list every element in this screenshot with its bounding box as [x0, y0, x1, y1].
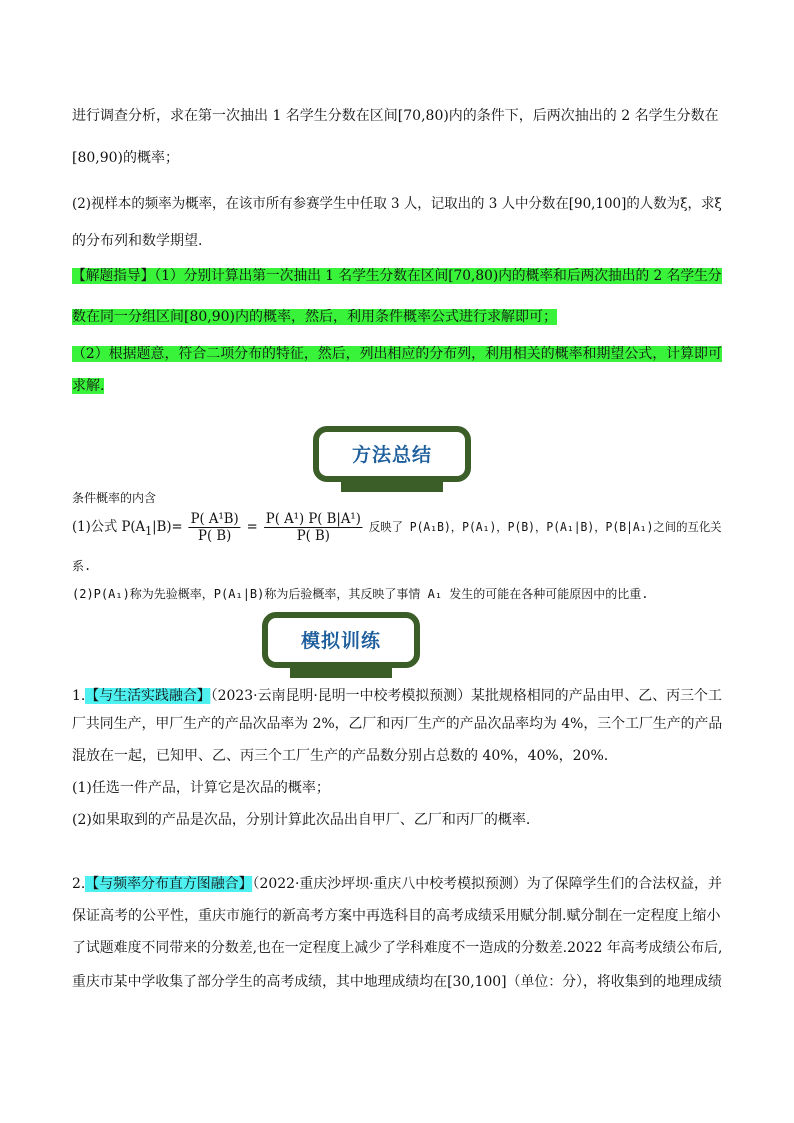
- problem-line-4: 的分布列和数学期望.: [72, 233, 203, 249]
- method-summary-banner: [313, 426, 471, 482]
- method-summary-title: 方法总结: [351, 444, 432, 466]
- guide-line-3: [72, 344, 722, 364]
- guide-text-4: 求解.: [72, 378, 105, 394]
- problem-line-1: 进行调查分析，求在第一次抽出 1 名学生分数在区间[70,80)内的条件下，后两次抽出的 2 名学生分数在: [72, 108, 719, 124]
- method-formula-line: [72, 510, 722, 548]
- fraction-2: [264, 511, 363, 544]
- guide-line-4: [72, 376, 104, 396]
- q2-line-2: 保证高考的公平性，重庆市施行的新高考方案中再选科目的高考成绩采用赋分制.赋分制在一定程度上缩小: [72, 908, 721, 924]
- method-line-2: (2)P(A₁)称为先验概率，P(A₁|B)称为后验概率，其反映了事情 A₁ 发生的可能在各种可能原因中的比重.: [72, 587, 649, 601]
- q1-tag: 【与生活实践融合】: [85, 688, 211, 704]
- q1-line-2: 厂共同生产，甲厂生产的产品次品率为 2%，乙厂和丙厂生产的产品次品率均为 4%，三个工厂生产的产品: [72, 716, 723, 732]
- fraction-1: [189, 511, 241, 544]
- guide-line-1: [72, 266, 722, 286]
- formula-sub: 1: [145, 523, 153, 538]
- fraction-2-denominator: P( B): [296, 527, 330, 544]
- q2-tag: 【与频率分布直方图融合】: [85, 876, 253, 892]
- q2-text-1: （2022·重庆沙坪坝·重庆八中校考模拟预测）为了保障学生们的合法权益，并: [252, 876, 722, 892]
- q1-number: 1.: [72, 688, 86, 704]
- formula-eq2: =: [246, 519, 258, 535]
- training-title: 模拟训练: [300, 630, 381, 652]
- q1-line-4: (1)任选一件产品，计算它是次品的概率；: [72, 780, 330, 796]
- fraction-1-numerator: P( A¹B): [190, 510, 239, 527]
- guide-text-1: 【解题指导】（1）分别计算出第一次抽出 1 名学生分数在区间[70,80)内的概率和后两次抽出的 2 名学生分: [72, 268, 722, 284]
- formula-mid: |B)=: [152, 519, 183, 535]
- guide-line-2: [72, 307, 557, 327]
- q2-line-1: [72, 874, 722, 894]
- q1-line-5: (2)如果取到的产品是次品，分别计算此次品出自甲厂、乙厂和丙厂的概率.: [72, 812, 531, 828]
- banner-tab-decoration: [341, 482, 443, 492]
- fraction-2-numerator: P( A¹) P( B|A¹): [265, 510, 361, 527]
- problem-line-3: (2)视样本的频率为概率，在该市所有参赛学生中任取 3 人，记取出的 3 人中分数在[90,100]的人数为ξ，求ξ: [72, 196, 722, 212]
- method-heading: 条件概率的内含: [72, 491, 157, 505]
- guide-text-2: 数在同一分组区间[80,90)内的概率，然后，利用条件概率公式进行求解即可；: [72, 309, 558, 325]
- fraction-1-denominator: P( B): [198, 527, 232, 544]
- q2-number: 2.: [72, 876, 86, 892]
- q1-line-1: [72, 686, 722, 706]
- formula-prefix: (1)公式 P(A: [72, 519, 146, 535]
- training-banner: [262, 612, 420, 668]
- formula-suffix: 反映了 P(A₁B)，P(A₁)，P(B)，P(A₁|B)，P(B|A₁)之间的互化关: [368, 520, 722, 534]
- q2-line-3: 了试题难度不同带来的分数差,也在一定程度上减少了学科难度不一造成的分数差.2022 年高考成绩公布后,: [72, 940, 723, 956]
- guide-text-3: （2）根据题意，符合二项分布的特征，然后，列出相应的分布列，利用相关的概率和期望公式，计算即可: [72, 346, 722, 362]
- problem-line-2: [80,90)的概率；: [72, 150, 180, 166]
- q1-line-3: 混放在一起，已知甲、乙、丙三个工厂生产的产品数分别占总数的 40%，40%，20%.: [72, 748, 609, 764]
- q1-text-1: （2023·云南昆明·昆明一中校考模拟预测）某批规格相同的产品由甲、乙、丙三个工: [210, 688, 722, 704]
- banner-tab-decoration: [290, 668, 392, 678]
- method-formula-line-2: 系.: [72, 559, 92, 573]
- q2-line-4: 重庆市某中学收集了部分学生的高考成绩，其中地理成绩均在[30,100]（单位：分），将收集到的地理成绩: [72, 974, 722, 990]
